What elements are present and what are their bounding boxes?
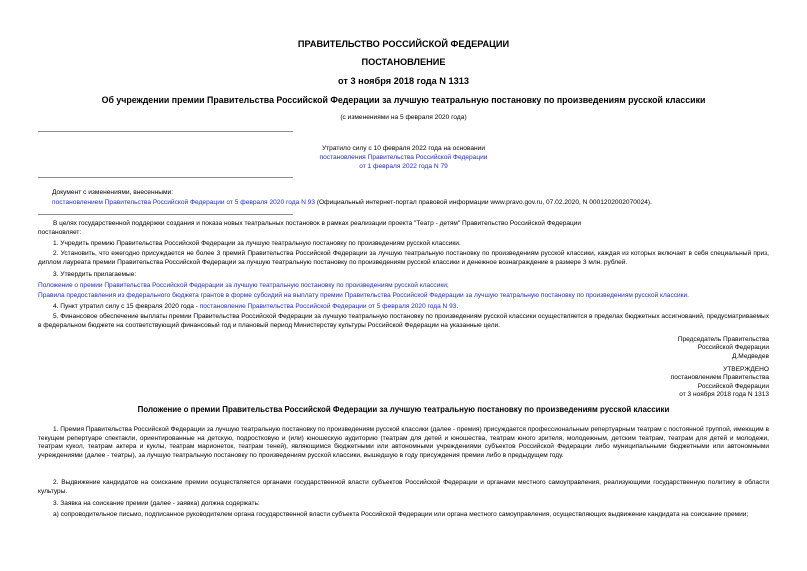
void-note-link-2[interactable]: от 1 февраля 2022 года N 79 xyxy=(359,163,448,170)
doc-type-heading: ПОСТАНОВЛЕНИЕ xyxy=(361,57,446,67)
changes-label: Документ с изменениями, внесенными: xyxy=(52,189,174,196)
item-4-link[interactable]: постановление Правительства Российской Федерации от 5 февраля 2020 года N 93 xyxy=(199,303,457,310)
item-5: 5. Финансовое обеспечение выплаты премии Правительства Российской Федерации за лучшую театральную постановку по произведениям русской классики осуществляется в пределах бюджетных ассигнований, предусматриваемых в федеральном бюджете на соответствующий финансовый год и плановый период Министерству культуры Российской Федерации на указанные цели. xyxy=(38,313,769,329)
item-4-end: . xyxy=(456,303,459,310)
void-note-link-1[interactable]: постановления Правительства Российской Федерации xyxy=(319,154,488,161)
regulation-title: Положение о премии Правительства Российской Федерации за лучшую театральную постановку по произведениям русской классики xyxy=(137,405,670,414)
date-number-heading: от 3 ноября 2018 года N 1313 xyxy=(338,76,469,86)
divider xyxy=(38,131,293,132)
item-2: 2. Установить, что ежегодно присуждается не более 3 премий Правительства Российской Федерации за лучшую театральную постановку по произведениям русской классики, каждая из которых включает в себя специальный приз, диплом лауреата премии Правительства Российской Федерации за лучшую театральную постановку по произведениям русской классики и денежное вознаграждение в размере 3 млн. рублей. xyxy=(38,250,769,266)
approved-by: постановлением Правительства xyxy=(670,374,769,382)
changes-source: (Официальный интернет-портал правовой информации www.pravo.gov.ru, 07.02.2020, N 0001202002070024). xyxy=(315,199,652,206)
approved-date: от 3 ноября 2018 года N 1313 xyxy=(679,391,769,399)
intro-paragraph: В целях государственной поддержки создания и показа новых театральных постановок в рамках реализации проекта "Театр - детям" Правительство Российской Федерации xyxy=(53,220,582,227)
item-4-text: 4. Пункт утратил силу с 15 февраля 2020 года - xyxy=(53,303,200,310)
signature-name: Д.Медведев xyxy=(732,352,769,360)
item-1: 1. Учредить премию Правительства Российской Федерации за лучшую театральную постановку по произведениям русской классики. xyxy=(53,240,461,247)
changes-link[interactable]: постановлением Правительства Российской Федерации от 5 февраля 2020 года N 93 xyxy=(52,199,316,206)
signature-org: Российской Федерации xyxy=(697,344,769,352)
item-3-link-regulation[interactable]: Положение о премии Правительства Российской Федерации за лучшую театральную постановку по произведениям русской классики; xyxy=(38,282,449,289)
signature-title: Председатель Правительства xyxy=(677,336,769,343)
approved-block xyxy=(671,366,769,400)
item-3: 3. Утвердить прилагаемые: xyxy=(53,271,137,278)
approved-org: Российской Федерации xyxy=(697,382,769,390)
item-3-link-rules[interactable]: Правила предоставления из федерального бюджета грантов в форме субсидий на выплату премии Правительства Российской Федерации за лучшую театральную постановку по произведениям русской классики. xyxy=(38,292,689,299)
divider xyxy=(38,177,293,178)
approved-label: УТВЕРЖДЕНО xyxy=(723,366,769,373)
changes-line xyxy=(52,199,652,207)
item-4 xyxy=(38,303,769,312)
regulation-paragraph-3a: а) сопроводительное письмо, подписанное руководителем органа государственной власти субъекта Российской Федерации или органа местного самоуправления, осуществляющих выдвижение кандидата на соискание премии; xyxy=(53,511,749,518)
document-title: Об учреждении премии Правительства Российской Федерации за лучшую театральную постановку по произведениям русской классики xyxy=(101,95,706,105)
amendment-note: (с изменениями на 5 февраля 2020 года) xyxy=(340,114,467,121)
regulation-paragraph-2: 2. Выдвижение кандидатов на соискание премии осуществляется органами государственной власти субъектов Российской Федерации и органами местного самоуправления, реализующими государственную политику в области культуры. xyxy=(38,479,769,495)
void-note-text: Утратило силу с 10 февраля 2022 года на основании xyxy=(321,145,486,152)
government-heading: ПРАВИТЕЛЬСТВО РОССИЙСКОЙ ФЕДЕРАЦИИ xyxy=(297,39,510,49)
signature-block xyxy=(678,336,769,361)
regulation-paragraph-1: 1. Премия Правительства Российской Федерации за лучшую театральную постановку по произведениям русской классики (далее - премия) присуждается профессиональным репертуарным театрам с постоянной труппой, имеющим в текущем репертуаре спектакли, ориентированные на детскую, подростковую и (или) юношескую аудиторию (театрам для детей и юношества, театрам юного зрителя, молодежным, детским театрам, театрам для детей и молодежи, театрам кукол, театрам актера и куклы, театрам марионеток, театрам теней), являющимся бюджетными или автономными учреждениями субъектов Российской Федерации либо муниципальными бюджетными или автономными учреждениями (далее - театры), за лучшую театральную постановку по произведениям русской классики, вышедшую в году присуждения премии либо в предыдущем году. xyxy=(38,426,769,459)
regulation-paragraph-3: 3. Заявка на соискание премии (далее - заявка) должна содержать: xyxy=(53,500,260,507)
intro-decree: постановляет: xyxy=(38,229,82,236)
divider xyxy=(38,214,293,215)
